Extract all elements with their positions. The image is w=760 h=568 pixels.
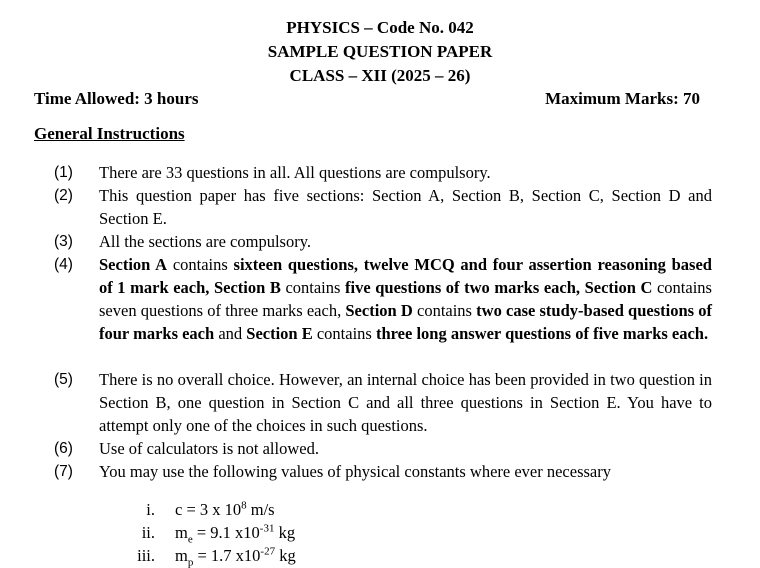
constant-index: ii.	[141, 523, 155, 542]
constant-subscript: p	[187, 556, 194, 568]
constant-symbol: m	[175, 546, 188, 565]
time-allowed: Time Allowed: 3 hours	[34, 89, 199, 108]
constant-number: = 9.1 x10	[192, 523, 260, 542]
constant-unit: m/s	[246, 500, 275, 519]
instructions-heading: General Instructions	[34, 124, 185, 143]
instruction-number: (1)	[54, 164, 73, 181]
instruction-number: (5)	[54, 371, 73, 388]
instruction-text: This question paper has five sections: Section A, Section B, Section C, Section D and Section E.	[99, 186, 712, 228]
text-fragment: contains	[280, 278, 345, 297]
text-fragment: contains	[412, 301, 477, 320]
class-line: CLASS – XII (2025 – 26)	[289, 66, 471, 85]
instruction-text: All the sections are compulsory.	[99, 232, 312, 251]
instruction-text: There is no overall choice. However, an internal choice has been provided in two question in Section B, one question in Section C and all three questions in Section E. You have to attempt only one of the choices in such questions.	[99, 370, 712, 435]
text-fragment: contains	[312, 324, 376, 343]
constant-unit: kg	[275, 546, 296, 565]
text-fragment: contains	[167, 255, 234, 274]
section-e-detail: three long answer questions of five marks each.	[375, 324, 709, 343]
paper-title: PHYSICS – Code No. 042	[286, 18, 474, 37]
constant-exponent: 8	[241, 499, 247, 512]
instruction-text: You may use the following values of physical constants where ever necessary	[99, 462, 611, 481]
instruction-text: There are 33 questions in all. All questions are compulsory.	[99, 163, 491, 182]
constant-value	[175, 521, 295, 544]
section-b-label: Section B	[213, 278, 281, 297]
instruction-number: (2)	[54, 187, 73, 204]
instruction-text-sections	[99, 253, 712, 345]
section-c-label: Section C	[584, 278, 653, 297]
instruction-number: (3)	[54, 233, 73, 250]
constant-unit: kg	[274, 523, 296, 542]
constant-subscript: e	[187, 533, 193, 546]
constant-exponent: -27	[260, 545, 276, 558]
instruction-number: (6)	[54, 440, 73, 457]
constant-symbol: c	[175, 500, 183, 519]
section-d-detail: two case study-based questions of four marks each	[99, 301, 713, 343]
paper-subtitle: SAMPLE QUESTION PAPER	[267, 42, 493, 61]
section-a-label: Section A	[99, 255, 168, 274]
section-d-label: Section D	[345, 301, 413, 320]
section-b-detail: five questions of two marks each,	[345, 278, 581, 297]
constant-number: = 3 x 10	[182, 500, 242, 519]
text-fragment: contains seven questions of three marks each,	[99, 278, 712, 320]
constant-number: = 1.7 x10	[193, 546, 261, 565]
maximum-marks: Maximum Marks: 70	[545, 89, 700, 108]
constant-value	[175, 498, 275, 521]
constant-index: iii.	[137, 546, 155, 565]
instruction-number: (7)	[54, 463, 73, 480]
constant-index: i.	[146, 500, 155, 519]
instruction-number: (4)	[54, 256, 73, 273]
instruction-text: Use of calculators is not allowed.	[99, 439, 319, 458]
section-e-label: Section E	[246, 324, 313, 343]
constant-exponent: -31	[259, 522, 275, 535]
constant-symbol: m	[175, 523, 188, 542]
section-a-detail: sixteen questions, twelve MCQ and four assertion reasoning based of 1 mark each,	[99, 255, 712, 297]
constant-value	[175, 544, 296, 567]
text-fragment: and	[214, 324, 247, 343]
